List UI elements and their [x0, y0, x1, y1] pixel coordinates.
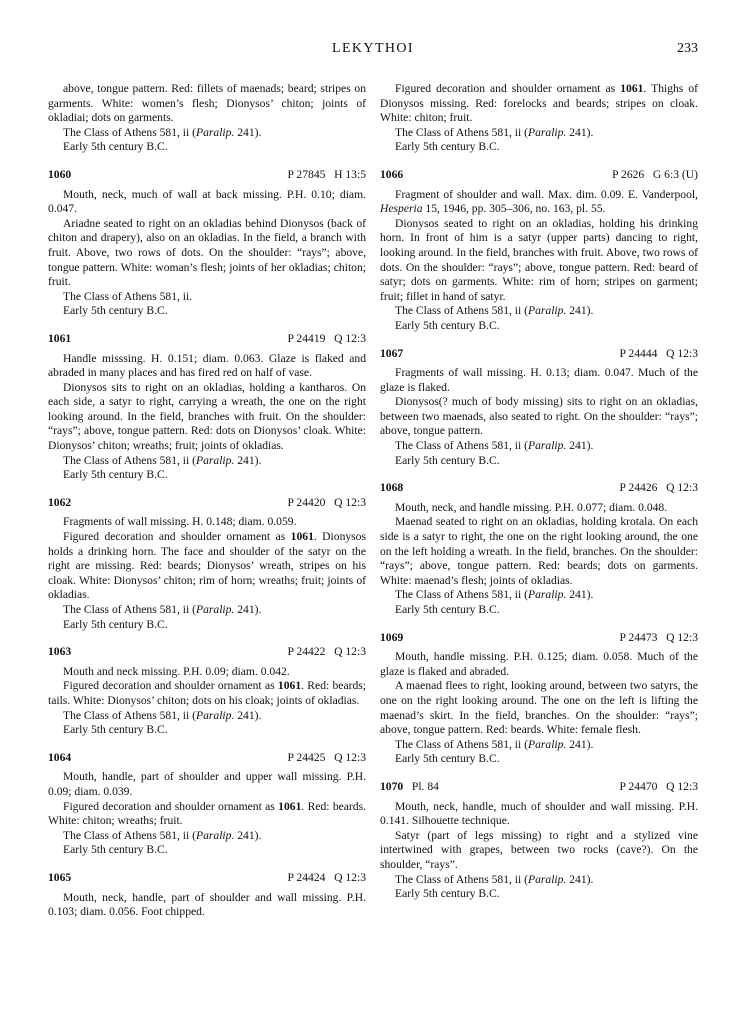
- era-label: B.C.: [146, 468, 168, 482]
- publication-abbrev: Paralip.: [196, 708, 235, 722]
- description-paragraph: Fragments of wall missing. H. 0.148; diam. 0.059.: [63, 515, 297, 529]
- right-column: [380, 82, 698, 902]
- catalogue-entry: [380, 631, 698, 767]
- era-label: B.C.: [478, 140, 500, 154]
- cross-reference: 1061: [620, 82, 644, 95]
- description-paragraph: above, tongue pattern. Red: fillets of maenads; beard; stripes on garments. White: women’s flesh; Dionysos’ chiton; joints of okladiai; dots on garments.: [48, 82, 366, 125]
- entry-heading: [48, 871, 366, 886]
- description-paragraph: Mouth and neck missing. P.H. 0.09; diam. 0.042.: [63, 664, 290, 678]
- entry-number: 1060: [48, 167, 72, 181]
- catalogue-entry: [48, 496, 366, 632]
- entry-number-group: [48, 751, 71, 766]
- inventory-number: P 24444 Q 12:3: [619, 346, 698, 360]
- description-paragraph: Mouth, neck, handle, much of shoulder and wall missing. P.H. 0.141. Silhouette technique.: [380, 799, 698, 828]
- class-attribution: The Class of Athens 581, ii (Paralip. 241).: [395, 872, 594, 886]
- description-paragraph: Maenad seated to right on an okladias, holding krotala. On each side is a satyr to right, the one on the right looking around, the one on the left holding a wreath. In the field, branches. On the shoulder: “rays”; above, tongue pattern. Red: beards; dots on garments. White: maenad’s flesh; joints of okladias.: [380, 515, 698, 587]
- entry-number-group: [48, 645, 71, 660]
- running-header: [48, 42, 698, 62]
- class-attribution: The Class of Athens 581, ii (Paralip. 241).: [395, 737, 594, 751]
- publication-abbrev: Paralip.: [528, 304, 567, 318]
- publication-abbrev: Paralip.: [528, 439, 567, 453]
- dating: Early 5th century B.C.: [63, 843, 168, 857]
- entry-heading: [48, 645, 366, 660]
- publication-abbrev: Paralip.: [196, 453, 235, 467]
- entry-heading: [48, 168, 366, 183]
- entry-number-group: [48, 871, 71, 886]
- entry-heading: [48, 332, 366, 347]
- class-attribution: The Class of Athens 581, ii.: [63, 289, 193, 303]
- class-attribution: The Class of Athens 581, ii (Paralip. 241).: [395, 304, 594, 318]
- publication-abbrev: Paralip.: [528, 872, 567, 886]
- entry-number: 1069: [380, 630, 404, 644]
- publication-abbrev: Paralip.: [528, 125, 567, 139]
- description-paragraph: Figured decoration and shoulder ornament as 1061. Red: beards; tails. White: Dionysos’ chiton; dots on his cloak; joints of okladias.: [48, 679, 366, 707]
- entry-heading: [380, 631, 698, 646]
- dating: Early 5th century B.C.: [63, 468, 168, 482]
- description-paragraph: Mouth, handle, part of shoulder and upper wall missing. P.H. 0.09; diam. 0.039.: [48, 770, 366, 798]
- inventory-number: P 24420 Q 12:3: [287, 495, 366, 509]
- description-paragraph: Ariadne seated to right on an okladias behind Dionysos (back of chiton and drapery), also on an okladias. In the field, a branch with fruit. Above, two rows of dots. On the shoulder: “rays”; above, tongue pattern. White: woman’s flesh; joints of her okladias; chiton; fruit.: [48, 216, 366, 289]
- inventory-number: P 24425 Q 12:3: [287, 750, 366, 764]
- entry-number: 1064: [48, 750, 72, 764]
- dating: Early 5th century B.C.: [395, 603, 500, 616]
- description-paragraph: Satyr (part of legs missing) to right and a stylized vine intertwined with grapes, between two rocks (cave?). On the shoulder, “rays”.: [380, 828, 698, 871]
- description-paragraph: Mouth, neck, handle, part of shoulder and wall missing. P.H. 0.103; diam. 0.056. Foot chipped.: [48, 890, 366, 919]
- catalogue-entry: [380, 168, 698, 334]
- entry-number-group: [380, 481, 403, 496]
- entry-number-group: [48, 496, 71, 511]
- description-paragraph: Figured decoration and shoulder ornament as 1061. Thighs of Dionysos missing. Red: forelocks and beards; stripes on cloak. White: chiton; fruit.: [380, 82, 698, 125]
- inventory-number: P 24419 Q 12:3: [287, 331, 366, 345]
- class-attribution: The Class of Athens 581, ii (Paralip. 241).: [63, 708, 262, 722]
- class-attribution: The Class of Athens 581, ii (Paralip. 241).: [395, 439, 594, 453]
- publication-abbrev: Paralip.: [196, 828, 235, 842]
- inventory-number: P 24470 Q 12:3: [619, 779, 698, 793]
- catalogue-entry: [48, 332, 366, 483]
- class-attribution: The Class of Athens 581, ii (Paralip. 241).: [63, 453, 262, 467]
- running-title: LEKYTHOI: [332, 41, 414, 56]
- publication-abbrev: Paralip.: [196, 603, 235, 616]
- description-paragraph: A maenad flees to right, looking around, between two satyrs, the one on the right looking around. The one on the left is lifting the maenad’s skirt. In the field, branches. On the shoulder: “rays”; above, tongue pattern. Red: beards. White: female flesh.: [380, 679, 698, 737]
- entry-heading: [48, 751, 366, 766]
- era-label: B.C.: [146, 617, 168, 631]
- description-paragraph: Dionysos sits to right on an okladias, holding a kantharos. On each side, a satyr to right, carrying a wreath, the one on the right looking around. In the field, branches with fruit. On the shoulder: “rays”; above, tongue pattern. Red: dots on Dionysos’ cloak. White: Dionysos’ chiton; wreaths; fruit; joints of okladias.: [48, 380, 366, 453]
- entry-number-group: [380, 631, 403, 646]
- era-label: B.C.: [146, 723, 168, 737]
- entry-number: 1070: [380, 779, 404, 793]
- dating: Early 5th century B.C.: [395, 453, 500, 467]
- class-attribution: The Class of Athens 581, ii (Paralip. 241).: [395, 125, 594, 139]
- entry-number-group: [48, 168, 71, 183]
- cross-reference: 1061: [277, 679, 302, 693]
- era-label: B.C.: [478, 887, 500, 901]
- dating: Early 5th century B.C.: [395, 752, 500, 766]
- description-paragraph: Mouth, neck, much of wall at back missing. P.H. 0.10; diam. 0.047.: [48, 187, 366, 216]
- inventory-number: P 24422 Q 12:3: [287, 645, 366, 659]
- catalogue-entry: [380, 481, 698, 617]
- dating: Early 5th century B.C.: [63, 304, 168, 318]
- cross-reference: 1061: [278, 799, 302, 813]
- inventory-number: P 27845 H 13:5: [287, 167, 366, 181]
- entry-number: 1067: [380, 346, 404, 360]
- era-label: B.C.: [478, 752, 500, 766]
- description-paragraph: Handle misssing. H. 0.151; diam. 0.063. Glaze is flaked and abraded in many places and has fired red on half of vase.: [48, 351, 366, 380]
- description-paragraph: Mouth, handle missing. P.H. 0.125; diam. 0.058. Much of the glaze is flaked and abraded.: [380, 650, 698, 678]
- plate-reference: Pl. 84: [411, 779, 439, 793]
- entry-heading: [380, 780, 698, 795]
- entry-heading: [380, 168, 698, 183]
- dating: Early 5th century B.C.: [63, 723, 168, 737]
- entry-number-group: [380, 780, 439, 795]
- cross-reference: 1061: [290, 530, 314, 544]
- inventory-number: P 24473 Q 12:3: [619, 630, 698, 644]
- era-label: B.C.: [146, 843, 168, 857]
- description-paragraph: Mouth, neck, and handle missing. P.H. 0.077; diam. 0.048.: [395, 500, 668, 514]
- entry-number: 1065: [48, 870, 72, 884]
- dating: Early 5th century B.C.: [395, 887, 500, 901]
- class-attribution: The Class of Athens 581, ii (Paralip. 241).: [63, 603, 262, 616]
- entry-number-group: [48, 332, 71, 347]
- description-paragraph: Dionysos seated to right on an okladias, holding his drinking horn. In front of him is a satyr (upper parts) dancing to right, looking around. In the field, branches with fruit. Above, two rows of dots. On the shoulder: “rays”; above, tongue pattern. Red: beard of satyr; dots on garments. White: rim of horn; stripes on garment; fruit; fillet in hand of satyr.: [380, 216, 698, 303]
- entry-number-group: [380, 347, 403, 362]
- era-label: B.C.: [478, 318, 500, 332]
- inventory-number: P 24424 Q 12:3: [287, 870, 366, 884]
- description-paragraph: Figured decoration and shoulder ornament as 1061. Red: beards. White: chiton; wreaths; fruit.: [48, 799, 366, 828]
- catalogue-entry: [48, 82, 366, 155]
- dating: Early 5th century B.C.: [63, 617, 168, 631]
- catalogue-entry: [380, 780, 698, 902]
- entry-number: 1063: [48, 645, 72, 659]
- class-attribution: The Class of Athens 581, ii (Paralip. 241).: [395, 588, 594, 602]
- entry-number: 1068: [380, 481, 404, 495]
- publication-abbrev: Paralip.: [528, 737, 567, 751]
- catalogue-entry: [380, 347, 698, 469]
- page-number: 233: [677, 41, 698, 56]
- publication-abbrev: Paralip.: [528, 588, 567, 602]
- description-paragraph: Fragments of wall missing. H. 0.13; diam. 0.047. Much of the glaze is flaked.: [380, 366, 698, 394]
- publication-abbrev: Paralip.: [196, 125, 235, 139]
- left-column: [48, 82, 366, 920]
- inventory-number: P 24426 Q 12:3: [619, 481, 698, 495]
- catalogue-entry: [380, 82, 698, 155]
- catalogue-entry: [48, 871, 366, 920]
- entry-number: 1062: [48, 495, 72, 509]
- description-paragraph: Dionysos(? much of body missing) sits to right on an okladias, between two maenads, also seated to right. On the shoulder: “rays”; above, tongue pattern.: [380, 395, 698, 438]
- journal-title: Hesperia: [380, 202, 423, 216]
- entry-heading: [380, 347, 698, 362]
- catalogue-entry: [48, 645, 366, 738]
- dating: Early 5th century B.C.: [395, 318, 500, 332]
- era-label: B.C.: [478, 453, 500, 467]
- class-attribution: The Class of Athens 581, ii (Paralip. 241).: [63, 125, 262, 139]
- inventory-number: P 2626 G 6:3 (U): [612, 167, 698, 181]
- catalogue-entry: [48, 168, 366, 319]
- catalogue-entry: [48, 751, 366, 858]
- class-attribution: The Class of Athens 581, ii (Paralip. 241).: [63, 828, 262, 842]
- era-label: B.C.: [146, 140, 168, 154]
- entry-heading: [48, 496, 366, 511]
- era-label: B.C.: [478, 603, 500, 616]
- dating: Early 5th century B.C.: [395, 140, 500, 154]
- era-label: B.C.: [146, 304, 168, 318]
- description-paragraph: Fragment of shoulder and wall. Max. dim. 0.09. E. Vanderpool, Hesperia 15, 1946, pp. 305–306, no. 163, pl. 55.: [380, 187, 698, 216]
- entry-number: 1066: [380, 167, 404, 181]
- description-paragraph: Figured decoration and shoulder ornament as 1061. Dionysos holds a drinking horn. The face and shoulder of the satyr on the right are missing. Red: beards; Dionysos’ wreath, stripes on his cloak. White: Dionysos’ chiton; rim of horn; wreaths; fruit; joints of okladias.: [48, 530, 366, 602]
- entry-number: 1061: [48, 331, 72, 345]
- entry-heading: [380, 481, 698, 496]
- dating: Early 5th century B.C.: [63, 140, 168, 154]
- entry-number-group: [380, 168, 403, 183]
